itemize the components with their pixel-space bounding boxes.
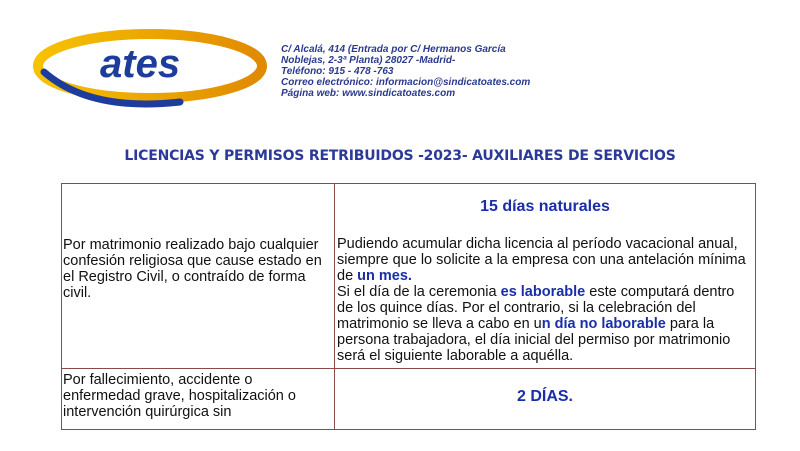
concept-text: Por matrimonio realizado bajo cualquier confesión religiosa que cause estado en el Registro Civil, o contraído de forma civil.: [63, 237, 322, 301]
permissions-table: [61, 183, 756, 430]
contact-block: [281, 44, 530, 99]
concept-cell: [62, 369, 335, 430]
duration-label: 2 DÍAS.: [516, 388, 573, 405]
duration-label: 15 días naturales: [480, 198, 610, 215]
detail-cell: [335, 369, 756, 430]
detail-cell: [335, 184, 756, 369]
address-line-1: C/ Alcalá, 414 (Entrada por C/ Hermanos García: [281, 44, 506, 55]
detail-text-2: Si el día de la ceremonia: [337, 284, 501, 300]
phone-line: Teléfono: 915 - 478 -763: [281, 66, 394, 77]
address-line-2: Noblejas, 2-3ª Planta) 28027 -Madrid-: [281, 55, 456, 66]
detail-text-3: este computará dentro de los quince días. Por el contrario, si la celebración del matrimonio se lleva a cabo en u: [337, 284, 735, 332]
detail-text-1: Pudiendo acumular dicha licencia al período vacacional anual, siempre que lo solicite a la empresa con una antelación mínima de: [337, 236, 746, 284]
highlight-month: un mes.: [357, 268, 412, 284]
detail-text-4: para la persona trabajadora, el día inicial del permiso por matrimonio será el siguiente laborable a aquélla.: [337, 316, 731, 364]
highlight-non-working-day: n día no laborable: [541, 316, 666, 332]
ates-logo: [30, 22, 270, 112]
detail-text: [335, 236, 755, 364]
concept-cell: [62, 184, 335, 369]
email-line[interactable]: Correo electrónico: informacion@sindicatoates.com: [281, 77, 531, 88]
page-title: LICENCIAS Y PERMISOS RETRIBUIDOS -2023- AUXILIARES DE SERVICIOS: [124, 148, 676, 164]
concept-text: Por fallecimiento, accidente o enfermedad grave, hospitalización o intervención quirúrgica sin: [63, 372, 296, 420]
table-row: [62, 184, 756, 369]
table-row: [62, 369, 756, 430]
highlight-working-day: es laborable: [500, 284, 586, 300]
website-line[interactable]: Página web: www.sindicatoates.com: [281, 88, 456, 99]
logo-text: ates: [100, 42, 181, 86]
